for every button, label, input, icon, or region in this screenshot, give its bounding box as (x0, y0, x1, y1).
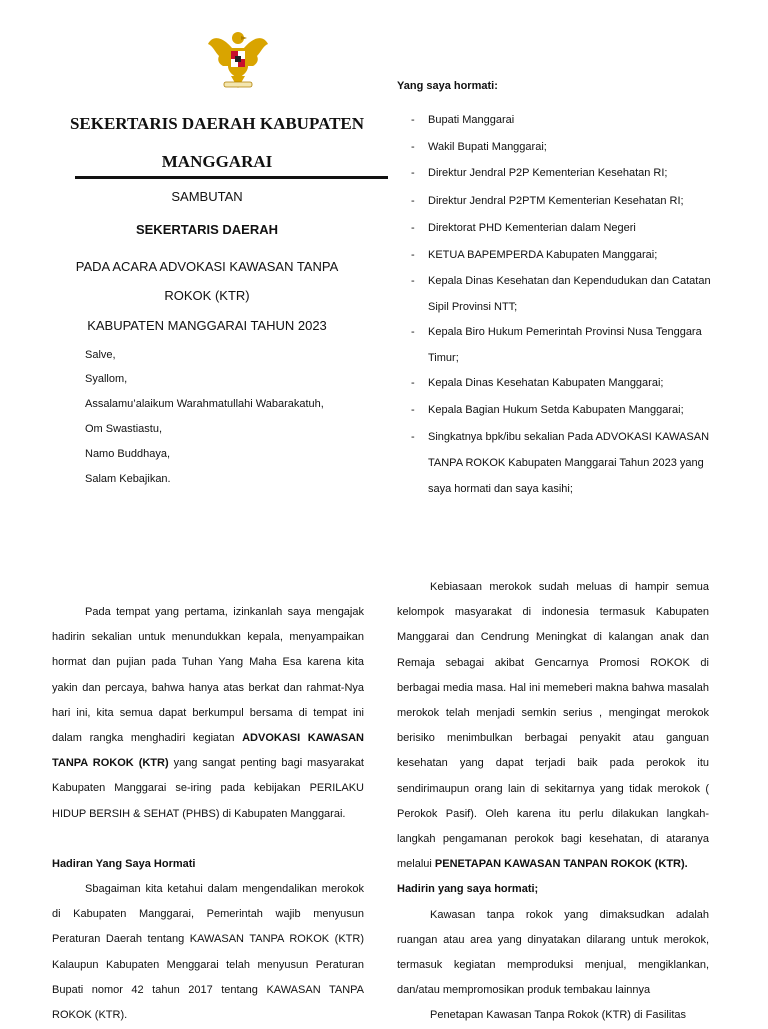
list-dash: - (411, 195, 415, 207)
paragraph-bold-text: ADVOKASI KAWASAN TANPA ROKOK (KTR) (52, 732, 365, 770)
greeting-line: Om Swastiastu, (85, 423, 163, 435)
list-dash: - (411, 249, 415, 261)
list-item-text: Singkatnya bpk/ibu sekalian Pada ADVOKASI KAWASAN TANPA ROKOK Kabupaten Manggarai Tahun 2023 yang saya hormati dan saya kasihi; (428, 431, 710, 495)
list-dash: - (411, 141, 415, 153)
list-item-text: Kepala Dinas Kesehatan Kabupaten Manggarai; (428, 377, 664, 389)
greeting-line: Assalamu’alaikum Warahmatullahi Wabarakatuh, (85, 398, 324, 410)
list-item-text: Kepala Bagian Hukum Setda Kabupaten Manggarai; (428, 404, 684, 416)
paragraph-text: Kebiasaan merokok sudah meluas di hampir semua kelompok masyarakat di indonesia termasuk Kabupaten Manggarai dan Cendrung Meningkat di kalangan anak dan Remaja sebagai akibat Gencarnya Promosi ROKOK di berbagai media masa. Hal ini memeberi makna bahwa masalah merokok telah menjadi semkin serius , mengingat merokok berisiko menimbulkan berbagai penyakit atau ganguan kesehatan yang dapat terjadi baik pada perokok itu sendirimaupun orang lain di sekitarnya yang tidak merokok ( Perokok Pasif). Oleh karena itu perlu dilakukan langkah-langkah pengamanan perokok bagi kesehatan, di ataranya melalui (397, 581, 709, 871)
list-item-text: Direktorat PHD Kementerian dalam Negeri (428, 222, 636, 234)
list-dash: - (411, 431, 415, 443)
title-underline (75, 176, 388, 179)
list-item-text: Kepala Dinas Kesehatan dan Kependudukan dan Catatan Sipil Provinsi NTT; (428, 275, 711, 313)
list-dash: - (411, 114, 415, 126)
paragraph-text: yang sangat penting bagi masyarakat Kabupaten Manggarai se-iring pada kebijakan PERILAKU HIDUP BERSIH & SEHAT (PHBS) di Kabupaten Manggarai. (52, 757, 364, 820)
list-item-text: Kepala Biro Hukum Pemerintah Provinsi Nusa Tenggara Timur; (428, 326, 702, 364)
paragraph (397, 575, 709, 877)
sekda-label: SEKERTARIS DAERAH (135, 222, 279, 237)
paragraph: Kawasan tanpa rokok yang dimaksudkan adalah ruangan atau area yang dinyatakan dilarang untuk merokok, termasuk kegiatan memproduksi menjual, mengiklankan, dan/atau mempromosikan produk tembakau lainnya (397, 908, 709, 997)
paragraph-text: Pada tempat yang pertama, izinkanlah saya mengajak hadirin sekalian untuk menundukkan kepala, menyampaikan hormat dan pujian pada Tuhan Yang Maha Esa karena kita yakin dan percaya, bahwa hanya atas berkat dan rahmat-Nya hari ini, kita semua dapat berkumpul bersama di tempat ini dalam rangka menghadiri kegiatan (52, 606, 364, 745)
paragraph-bold-text: PENETAPAN KAWASAN TANPAN ROKOK (KTR). (434, 858, 688, 871)
paragraph: Sbagaiman kita ketahui dalam mengendalikan merokok di Kabupaten Manggarai, Pemerintah wajib menyusun Peraturan Daerah tentang KAWASAN TANPA ROKOK (KTR) Kalaupun Kabupaten Menggarai telah menyusun Peraturan Bupati nomor 42 tahun 2017 tentang KAWASAN TANPA ROKOK (KTR). (52, 883, 364, 1022)
paragraph (52, 600, 364, 827)
event-line-1: PADA ACARA ADVOKASI KAWASAN TANPA (75, 259, 339, 274)
page-title-line1: SEKERTARIS DAERAH KABUPATEN (69, 114, 365, 133)
event-line-2: ROKOK (KTR) (164, 288, 250, 303)
right-column (397, 575, 709, 1029)
section-heading: Hadiran Yang Saya Hormati (52, 857, 196, 870)
greeting-line: Syallom, (85, 373, 128, 385)
greeting-line: Salam Kebajikan. (85, 473, 171, 485)
list-item-text: KETUA BAPEMPERDA Kabupaten Manggarai; (428, 249, 658, 261)
garuda-emblem-icon (205, 26, 271, 92)
left-column (52, 600, 364, 1028)
greeting-line: Salve, (85, 349, 116, 361)
page-title-line2: MANGGARAI (161, 152, 273, 171)
list-item-text: Direktur Jendral P2PTM Kementerian Kesehatan RI; (428, 195, 684, 207)
paragraph: Penetapan Kawasan Tanpa Rokok (KTR) di Fasilitas (430, 1009, 686, 1022)
event-line-3: KABUPATEN MANGGARAI TAHUN 2023 (87, 318, 327, 333)
list-item-text: Bupati Manggarai (428, 114, 515, 126)
greeting-line: Namo Buddhaya, (85, 448, 170, 460)
honored-title: Yang saya hormati: (397, 80, 498, 92)
list-dash: - (411, 326, 415, 338)
section-heading: Hadirin yang saya hormati; (397, 883, 539, 896)
list-dash: - (411, 404, 415, 416)
list-dash: - (411, 167, 415, 179)
list-dash: - (411, 377, 415, 389)
list-dash: - (411, 275, 415, 287)
list-item-text: Wakil Bupati Manggarai; (428, 141, 547, 153)
list-item-text: Direktur Jendral P2P Kementerian Kesehatan RI; (428, 167, 668, 179)
sambutan-label: SAMBUTAN (171, 189, 243, 204)
list-dash: - (411, 222, 415, 234)
